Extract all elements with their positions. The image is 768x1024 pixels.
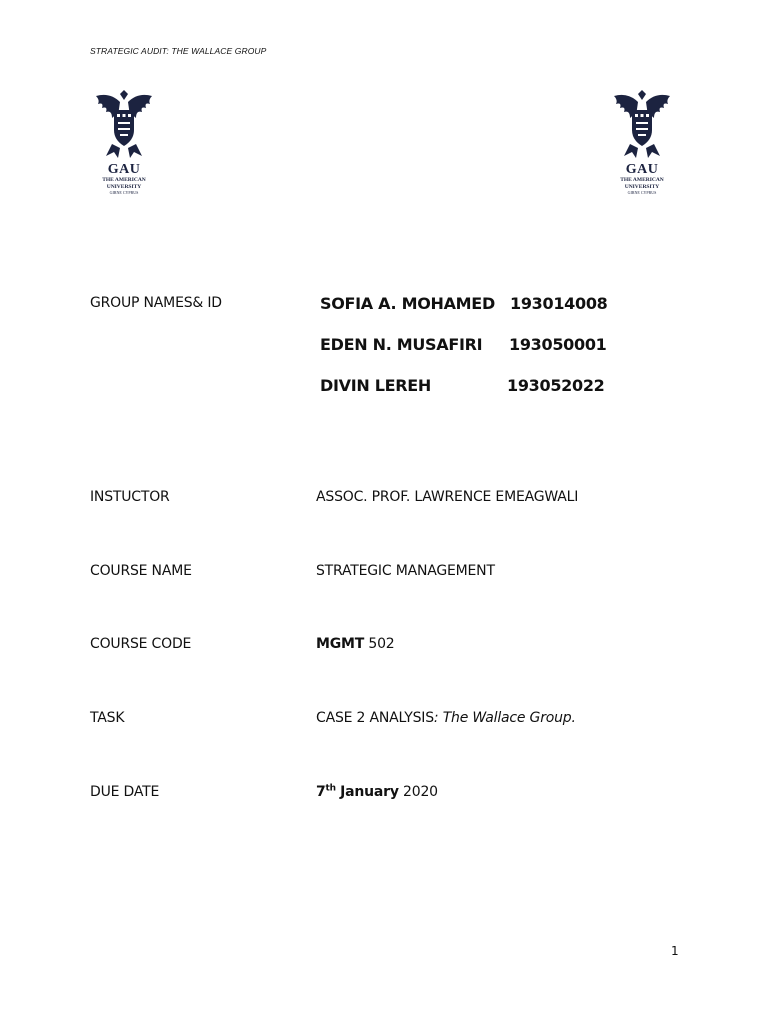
- member-name: EDEN N. MUSAFIRI: [320, 335, 483, 354]
- member-id: 193050001: [509, 335, 607, 354]
- member-id: 193052022: [507, 376, 605, 395]
- eagle-crest-icon: [608, 90, 676, 162]
- due-month: January: [340, 784, 399, 800]
- course-name-label: COURSE NAME: [90, 563, 192, 579]
- due-day-suffix: th: [325, 783, 336, 794]
- course-code-value: [316, 636, 394, 652]
- course-code-number: 502: [364, 636, 395, 652]
- instructor-label: INSTUCTOR: [90, 489, 170, 505]
- due-year: 2020: [398, 784, 438, 800]
- logo-text: [90, 163, 158, 195]
- eagle-crest-icon: [90, 90, 158, 162]
- task-label: TASK: [90, 710, 125, 726]
- logo-line-1: THE AMERICAN: [102, 177, 146, 183]
- due-date-value: [316, 784, 438, 800]
- member-id: 193014008: [510, 294, 608, 313]
- course-code-label: COURSE CODE: [90, 636, 192, 652]
- instructor-value: ASSOC. PROF. LAWRENCE EMEAGWALI: [316, 489, 579, 505]
- running-header: STRATEGIC AUDIT: THE WALLACE GROUP: [90, 46, 267, 56]
- page-number: 1: [671, 944, 679, 958]
- logo-line-2: UNIVERSITY: [106, 183, 142, 190]
- logo-line-3: GIRNE CYPRUS: [627, 190, 657, 195]
- task-main: CASE 2 ANALYSIS: [316, 710, 434, 726]
- due-date-label: DUE DATE: [90, 784, 160, 800]
- due-day: 7: [316, 784, 326, 800]
- logo-abbreviation: GAU: [625, 162, 659, 177]
- logo-abbreviation: GAU: [107, 162, 141, 177]
- university-logo-left: [90, 90, 158, 202]
- logo-line-3: GIRNE CYPRUS: [109, 190, 139, 195]
- logo-line-1: THE AMERICAN: [620, 177, 664, 183]
- group-names-label: GROUP NAMES& ID: [90, 295, 222, 311]
- member-name: SOFIA A. MOHAMED: [320, 294, 495, 313]
- member-name: DIVIN LEREH: [320, 376, 431, 395]
- university-logo-right: [608, 90, 676, 202]
- course-name-value: STRATEGIC MANAGEMENT: [316, 563, 495, 579]
- task-value: [316, 710, 576, 726]
- logo-text: [608, 163, 676, 195]
- course-code-prefix: MGMT: [316, 636, 365, 652]
- logo-line-2: UNIVERSITY: [624, 183, 660, 190]
- task-subtitle: : The Wallace Group.: [433, 710, 576, 726]
